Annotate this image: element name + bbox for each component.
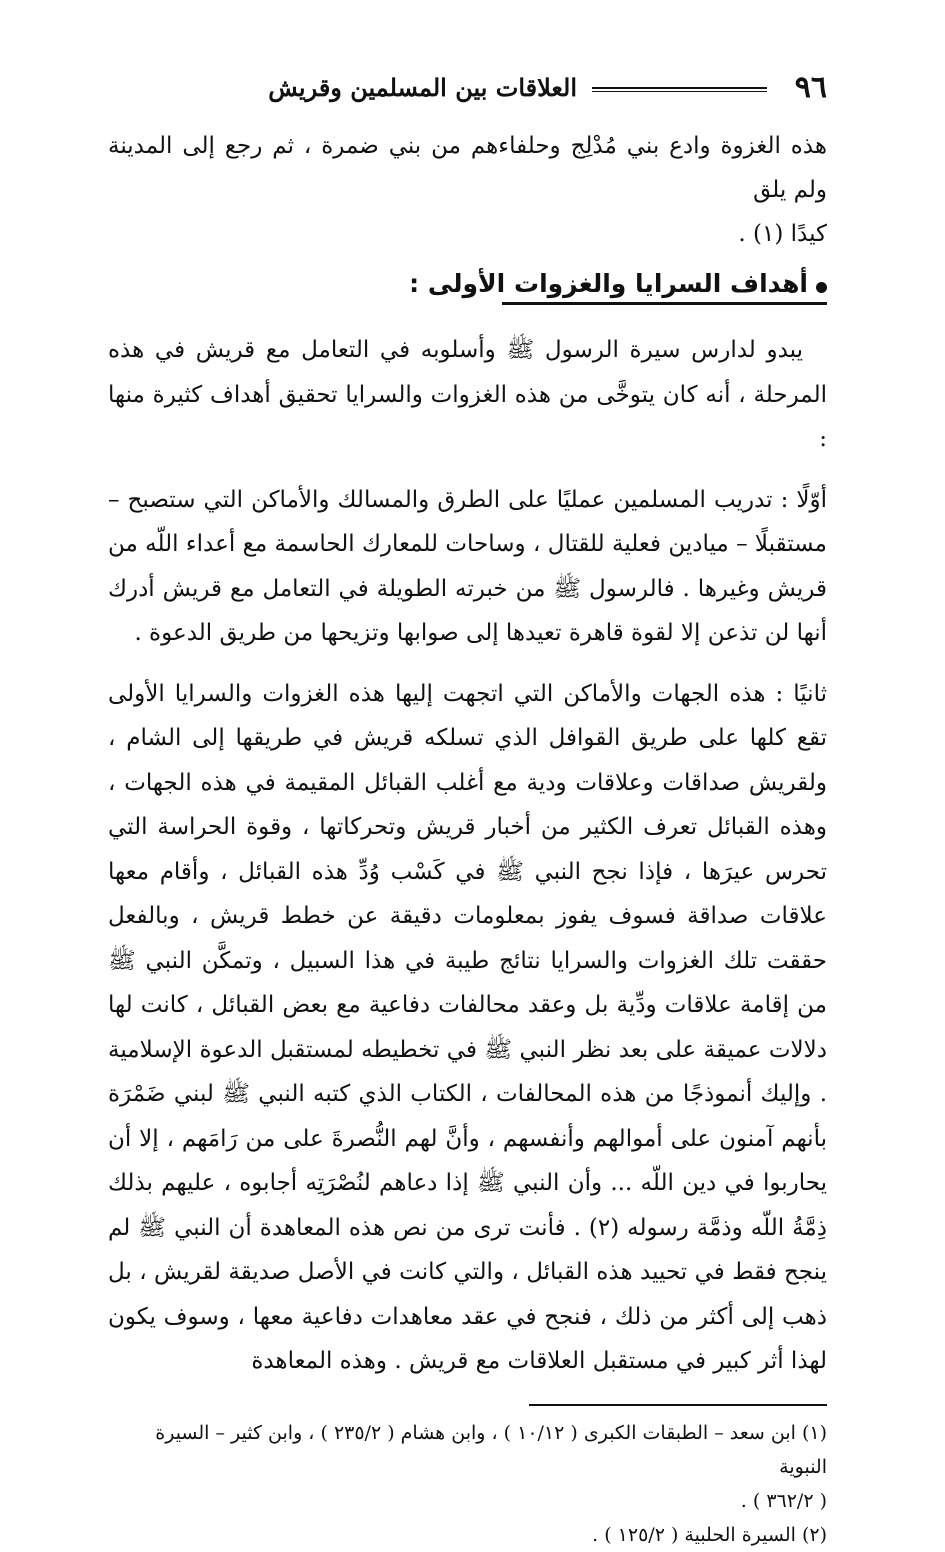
lead-line-1: هذه الغزوة وادع بني مُدْلِج وحلفاءهم من بني ضمرة ، ثم رجع إلى المدينة ولم يلق <box>108 133 827 203</box>
section-heading <box>108 264 827 312</box>
footnote-rule <box>529 1404 827 1406</box>
page-body <box>108 124 827 1552</box>
footnotes <box>108 1416 827 1552</box>
section-title: أهداف السرايا والغزوات الأولى : <box>409 269 808 298</box>
page-number: ٩٦ <box>794 70 827 105</box>
footnote-2: (٢) السيرة الحلبية ( ١٢٥/٢ ) . <box>592 1523 827 1546</box>
paragraph-intro: يبدو لدارس سيرة الرسول ﷺ وأسلوبه في التعامل مع قريش في هذه المرحلة ، أنه كان يتوخَّى من هذه الغزوات والسرايا تحقيق أهداف كثيرة منها : <box>108 337 827 452</box>
page-header <box>100 68 827 112</box>
heading-underline <box>502 302 827 305</box>
paragraph-second: ثانيًا : هذه الجهات والأماكن التي اتجهت إليها هذه الغزوات والسرايا الأولى تقع كلها على طريق القوافل الذي تسلكه قريش في طريقها إلى الشام ، ولقريش صداقات وعلاقات ودية مع أغلب القبائل المقيمة في هذه الجهات ، وهذه القبائل تعرف الكثير من أخبار قريش وتحركاتها ، وقوة الحراسة التي تحرس عيرَها ، فإذا نجح النبي ﷺ في كَسْب وُدِّ هذه القبائل ، وأقام معها علاقات صداقة فسوف يفوز بمعلومات دقيقة عن خطط قريش ، وبالفعل حققت تلك الغزوات والسرايا نتائج طيبة في هذا السبيل ، وتمكَّن النبي ﷺ من إقامة علاقات ودِّية بل وعقد محالفات دفاعية مع بعض القبائل ، كانت لها دلالات عميقة على بعد نظر النبي ﷺ في تخطيطه لمستقبل الدعوة الإسلامية . وإليك أنموذجًا من هذه المحالفات ، الكتاب الذي كتبه النبي ﷺ لبني ضَمْرَة بأنهم آمنون على أموالهم وأنفسهم ، وأنَّ لهم النُّصرةَ على من رَامَهم ، إلا أن يحاربوا في دين اللّه ... وأن النبي ﷺ إذا دعاهم لنُصْرَتِه أجابوه ، عليهم بذلك ذِمَّةُ اللّه وذمَّة رسوله (٢) . فأنت ترى من نص هذه المعاهدة أن النبي ﷺ لم ينجح فقط في تحييد هذه القبائل ، والتي كانت في الأصل صديقة لقريش ، بل ذهب إلى أكثر من ذلك ، فنجح في عقد معاهدات دفاعية معها ، وسوف يكون لهذا أثر كبير في مستقبل العلاقات مع قريش . وهذه المعاهدة <box>108 680 827 1374</box>
header-rule <box>592 87 767 92</box>
footnote-1-continued: ( ٣٦٢/٢ ) . <box>740 1489 827 1512</box>
bullet-icon <box>816 282 827 293</box>
footnote-1: (١) ابن سعد – الطبقات الكبرى ( ١٠/١٢ ) ، وابن هشام ( ٢٣٥/٢ ) ، وابن كثير – السيرة النبوية <box>155 1421 827 1478</box>
running-title: العلاقات بين المسلمين وقريش <box>268 73 577 102</box>
lead-line-2: كيدًا (١) . <box>738 221 827 247</box>
paragraph-first: أوّلًا : تدريب المسلمين عمليًا على الطرق والمسالك والأماكن التي ستصبح – مستقبلًا – ميادين فعلية للقتال ، وساحات للمعارك الحاسمة مع أعداء اللّه من قريش وغيرها . فالرسول ﷺ من خبرته الطويلة في التعامل مع قريش أدرك أنها لن تذعن إلا لقوة قاهرة تعيدها إلى صوابها وتزيحها من طريق الدعوة . <box>108 486 827 646</box>
